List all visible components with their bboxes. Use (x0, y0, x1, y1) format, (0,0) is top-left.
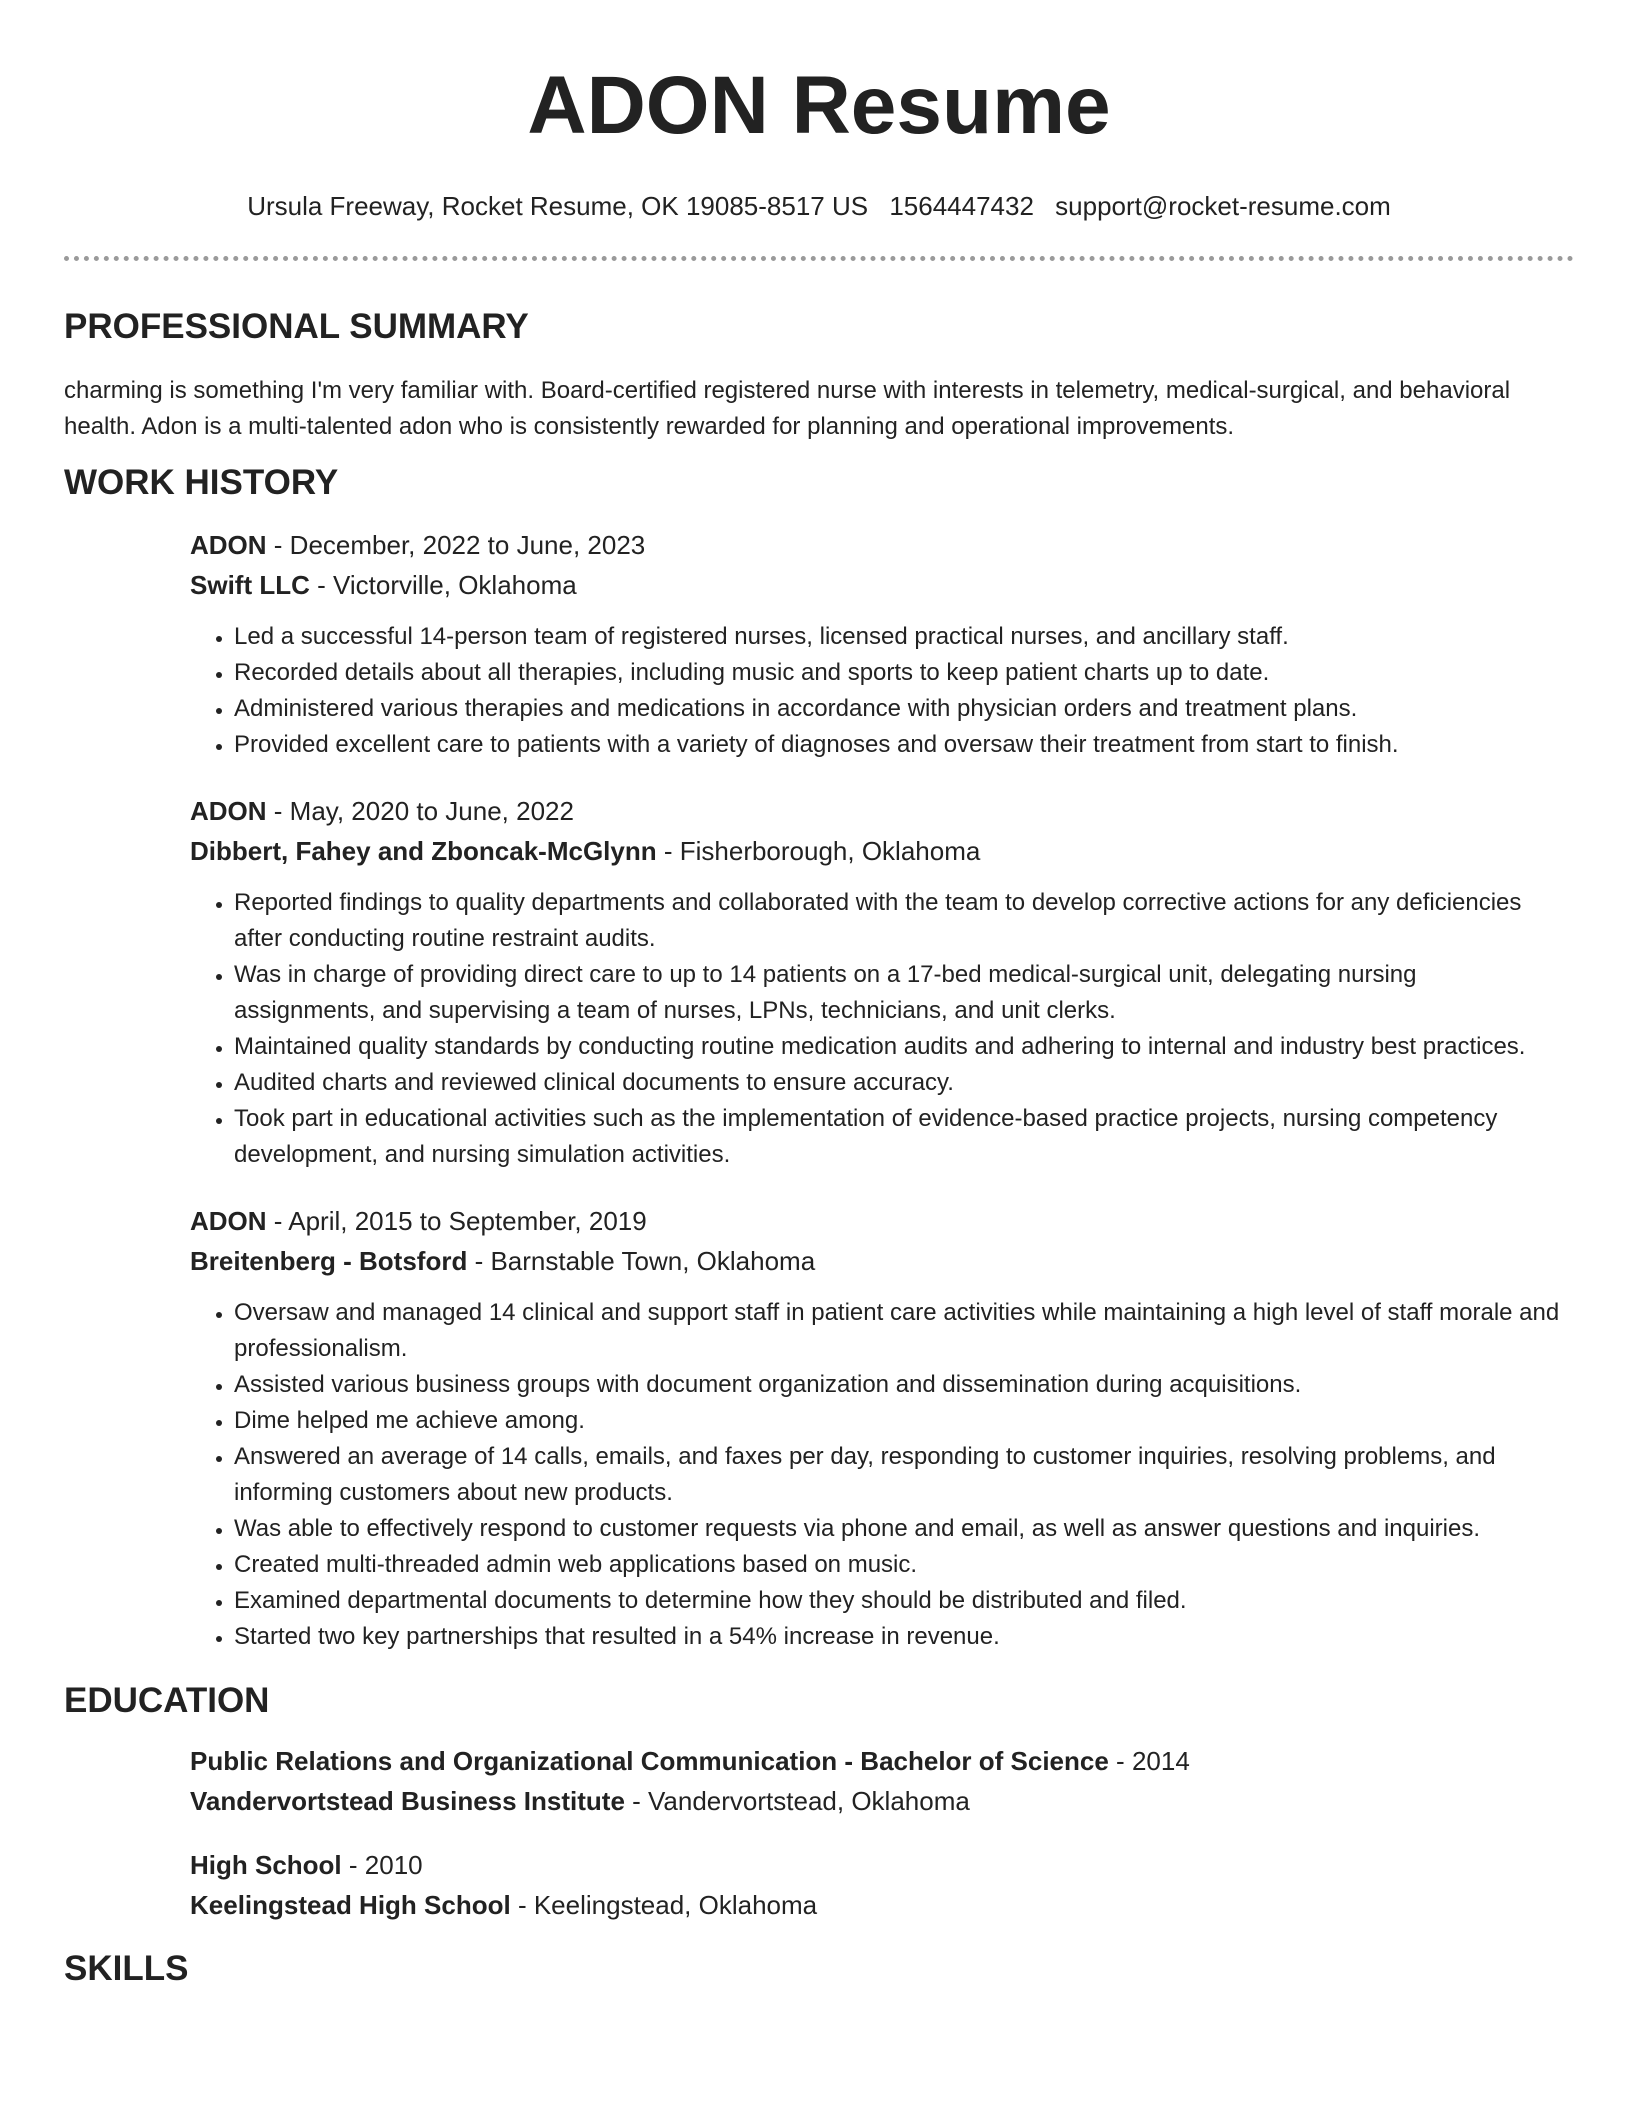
job-dates: December, 2022 to June, 2023 (289, 530, 646, 560)
skills-heading: SKILLS (64, 1949, 189, 1988)
job-title-line: ADON - December, 2022 to June, 2023 (190, 530, 646, 560)
school-line: Vandervortstead Business Institute - Vandervortstead, Oklahoma (190, 1786, 970, 1816)
list-item: • Provided excellent care to patients with a variety of diagnoses and oversaw their treatment from start to finish. (234, 727, 1574, 763)
school-name: Keelingstead High School (190, 1890, 511, 1920)
contact-line (64, 190, 1574, 222)
school-location: Keelingstead, Oklahoma (533, 1890, 818, 1920)
list-item: • Recorded details about all therapies, including music and sports to keep patient charts up to date. (234, 655, 1574, 691)
job-company-line: Swift LLC - Victorville, Oklahoma (190, 570, 577, 600)
education-entry (190, 1847, 1574, 1923)
list-item: • Dime helped me achieve among. (234, 1403, 1574, 1439)
job-role: ADON (190, 1206, 267, 1236)
school-location: Vandervortstead, Oklahoma (648, 1786, 970, 1816)
job-location: Fisherborough, Oklahoma (679, 836, 981, 866)
list-item: • Took part in educational activities such as the implementation of evidence-based practice projects, nursing competency development, and nursing simulation activities. (234, 1101, 1574, 1173)
header-divider (64, 256, 1574, 261)
list-item: • Examined departmental documents to determine how they should be distributed and filed. (234, 1583, 1574, 1619)
degree-line: Public Relations and Organizational Communication - Bachelor of Science - 2014 (190, 1746, 1190, 1776)
contact-email: support@rocket-resume.com (1055, 191, 1391, 221)
list-item: • Started two key partnerships that resulted in a 54% increase in revenue. (234, 1619, 1574, 1655)
degree-year: 2014 (1131, 1746, 1190, 1776)
list-item: • Answered an average of 14 calls, emails, and faxes per day, responding to customer inquiries, resolving problems, and informing customers about new products. (234, 1439, 1574, 1511)
job-entry (190, 1203, 1574, 1655)
job-location: Victorville, Oklahoma (332, 570, 577, 600)
job-entry (190, 527, 1574, 763)
degree-name: High School (190, 1850, 342, 1880)
job-company: Swift LLC (190, 570, 310, 600)
resume-title: ADON Resume (527, 60, 1111, 151)
job-dates: April, 2015 to September, 2019 (288, 1206, 647, 1236)
job-company: Breitenberg - Botsford (190, 1246, 468, 1276)
list-item: • Led a successful 14-person team of registered nurses, licensed practical nurses, and ancillary staff. (234, 619, 1574, 655)
degree-line: High School - 2010 (190, 1850, 423, 1880)
summary-text: charming is something I'm very familiar with. Board-certified registered nurse with interests in telemetry, medical-surgical, and behavioral health. Adon is a multi-talented adon who is consistently rewarded for planning and operational improvements. (64, 377, 1511, 440)
school-name: Vandervortstead Business Institute (190, 1786, 625, 1816)
degree-name: Public Relations and Organizational Communication - Bachelor of Science (190, 1746, 1109, 1776)
list-item: • Was in charge of providing direct care to up to 14 patients on a 17-bed medical-surgical unit, delegating nursing assignments, and supervising a team of nurses, LPNs, technicians, and unit clerks. (234, 957, 1574, 1029)
degree-year: 2010 (364, 1850, 423, 1880)
job-title-line: ADON - April, 2015 to September, 2019 (190, 1206, 647, 1236)
job-bullets (190, 885, 1574, 1173)
job-entry (190, 793, 1574, 1173)
summary-heading: PROFESSIONAL SUMMARY (64, 307, 529, 346)
job-bullets (190, 619, 1574, 763)
list-item: • Administered various therapies and medications in accordance with physician orders and treatment plans. (234, 691, 1574, 727)
education-entry (190, 1743, 1574, 1819)
resume-page (64, 0, 1574, 1991)
work-history-heading: WORK HISTORY (64, 463, 339, 502)
contact-phone: 1564447432 (889, 191, 1034, 221)
list-item: • Audited charts and reviewed clinical documents to ensure accuracy. (234, 1065, 1574, 1101)
education-heading: EDUCATION (64, 1681, 270, 1720)
job-location: Barnstable Town, Oklahoma (490, 1246, 816, 1276)
school-line: Keelingstead High School - Keelingstead, Oklahoma (190, 1890, 818, 1920)
list-item: • Oversaw and managed 14 clinical and support staff in patient care activities while maintaining a high level of staff morale and professionalism. (234, 1295, 1574, 1367)
list-item: • Was able to effectively respond to customer requests via phone and email, as well as answer questions and inquiries. (234, 1511, 1574, 1547)
job-company-line: Breitenberg - Botsford - Barnstable Town, Oklahoma (190, 1246, 816, 1276)
job-company-line: Dibbert, Fahey and Zboncak-McGlynn - Fisherborough, Oklahoma (190, 836, 981, 866)
list-item: • Reported findings to quality departments and collaborated with the team to develop corrective actions for any deficiencies after conducting routine restraint audits. (234, 885, 1574, 957)
job-bullets (190, 1295, 1574, 1655)
job-title-line: ADON - May, 2020 to June, 2022 (190, 796, 574, 826)
list-item: • Maintained quality standards by conducting routine medication audits and adhering to internal and industry best practices. (234, 1029, 1574, 1065)
job-dates: May, 2020 to June, 2022 (289, 796, 574, 826)
job-role: ADON (190, 530, 267, 560)
job-role: ADON (190, 796, 267, 826)
job-company: Dibbert, Fahey and Zboncak-McGlynn (190, 836, 657, 866)
contact-address: Ursula Freeway, Rocket Resume, OK 19085-8517 US (247, 191, 869, 221)
list-item: • Assisted various business groups with document organization and dissemination during acquisitions. (234, 1367, 1574, 1403)
list-item: • Created multi-threaded admin web applications based on music. (234, 1547, 1574, 1583)
